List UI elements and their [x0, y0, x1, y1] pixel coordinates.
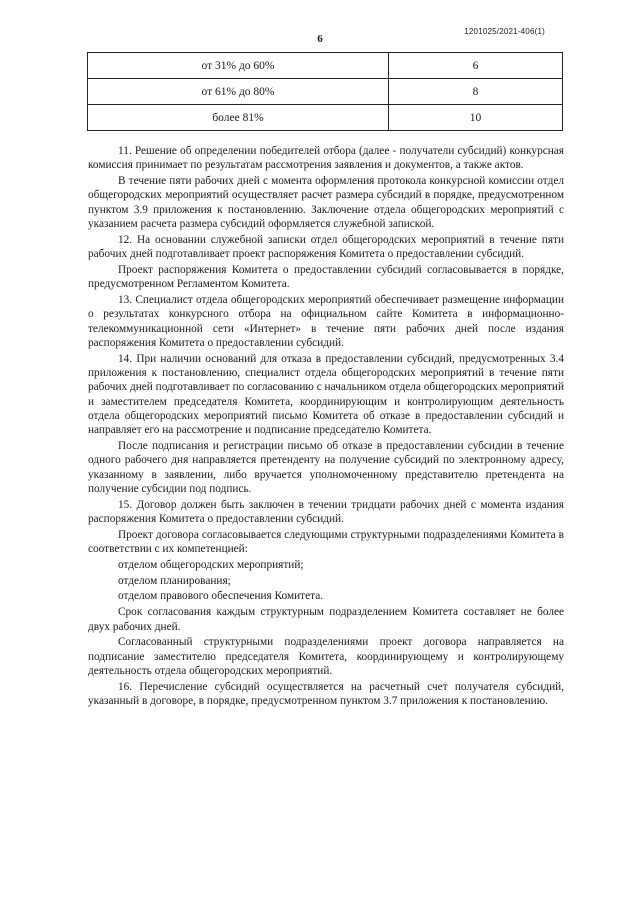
document-code: 1201025/2021-406(1) [464, 27, 545, 36]
table-cell-score: 6 [389, 53, 563, 79]
paragraph: 11. Решение об определении победителей отбора (далее - получатели субсидий) конкурсная комиссия принимает по результатам рассмотрения заявления и документов, а также актов. [88, 145, 564, 172]
page-number: 6 [317, 33, 323, 45]
table-row [88, 105, 563, 131]
paragraph: Срок согласования каждым структурным подразделением Комитета составляет не более двух рабочих дней. [88, 606, 564, 633]
list-item: отделом общегородских мероприятий; [118, 558, 304, 571]
score-table [87, 52, 563, 131]
paragraph: 13. Специалист отдела общегородских мероприятий обеспечивает размещение информации о результатах конкурсного отбора на официальном сайте Комитета в информационно-телекоммуникационной сети «Интернет» в течение пяти рабочих дней после издания распоряжения Комитета о предоставлении субсидий. [88, 293, 564, 349]
paragraph: Проект договора согласовывается следующими структурными подразделениями Комитета в соответствии с их компетенцией: [88, 528, 564, 556]
list-item: отделом планирования; [118, 574, 231, 587]
paragraph: 12. На основании служебной записки отдел общегородских мероприятий в течение пяти рабочих дней подготавливает проект распоряжения Комитета о предоставлении субсидий. [88, 233, 564, 261]
paragraph: Согласованный структурными подразделениями проект договора направляется на подписание заместителю председателя Комитета, координирующему и контролирующему деятельность отдела общегородских мероприятий. [88, 636, 564, 677]
paragraph: Проект распоряжения Комитета о предоставлении субсидий согласовывается в порядке, предусмотренном Регламентом Комитета. [88, 263, 564, 291]
paragraph: После подписания и регистрации письмо об отказе в предоставлении субсидии в течение одного рабочего дня направляется претенденту на получение субсидий по электронному адресу, указанному в заявлении, либо вручается уполномоченному представителю претендента на получение субсидии под подпись. [88, 439, 564, 495]
table-cell-range: от 31% до 60% [88, 53, 389, 79]
table-row [88, 79, 563, 105]
paragraph: 16. Перечисление субсидий осуществляется на расчетный счет получателя субсидий, указанный в договоре, в порядке, предусмотренном пунктом 3.7 приложения к постановлению. [88, 680, 564, 707]
table-row [88, 53, 563, 79]
paragraph: 15. Договор должен быть заключен в течении тридцати рабочих дней с момента издания распоряжения Комитета о предоставлении субсидий. [88, 498, 564, 525]
table-cell-range: более 81% [88, 105, 389, 131]
list-item: отделом правового обеспечения Комитета. [118, 590, 324, 603]
paragraph: 14. При наличии оснований для отказа в предоставлении субсидий, предусмотренных 3.4 приложения к постановлению, специалист отдела общегородских мероприятий в течение пяти рабочих дней подготавливает по согласованию с начальником отдела общегородских мероприятий и заместителем председателя Комитета, координирующим и контролирующим деятельность отдела общегородских мероприятий письмо Комитета об отказе в предоставлении субсидий и направляет его на рассмотрение и подписание председателю Комитета. [88, 352, 564, 437]
table-cell-score: 10 [389, 105, 563, 131]
table-cell-score: 8 [389, 79, 563, 105]
paragraph: В течение пяти рабочих дней с момента оформления протокола конкурсной комиссии отдел общегородских мероприятий осуществляет расчет размера субсидий в порядке, предусмотренном пунктом 3.9 приложения к постановлению. Заключение отдела общегородских мероприятий с указанием расчета размера субсидий оформляется служебной запиской. [88, 175, 564, 230]
document-body [88, 144, 564, 710]
table-cell-range: от 61% до 80% [88, 79, 389, 105]
